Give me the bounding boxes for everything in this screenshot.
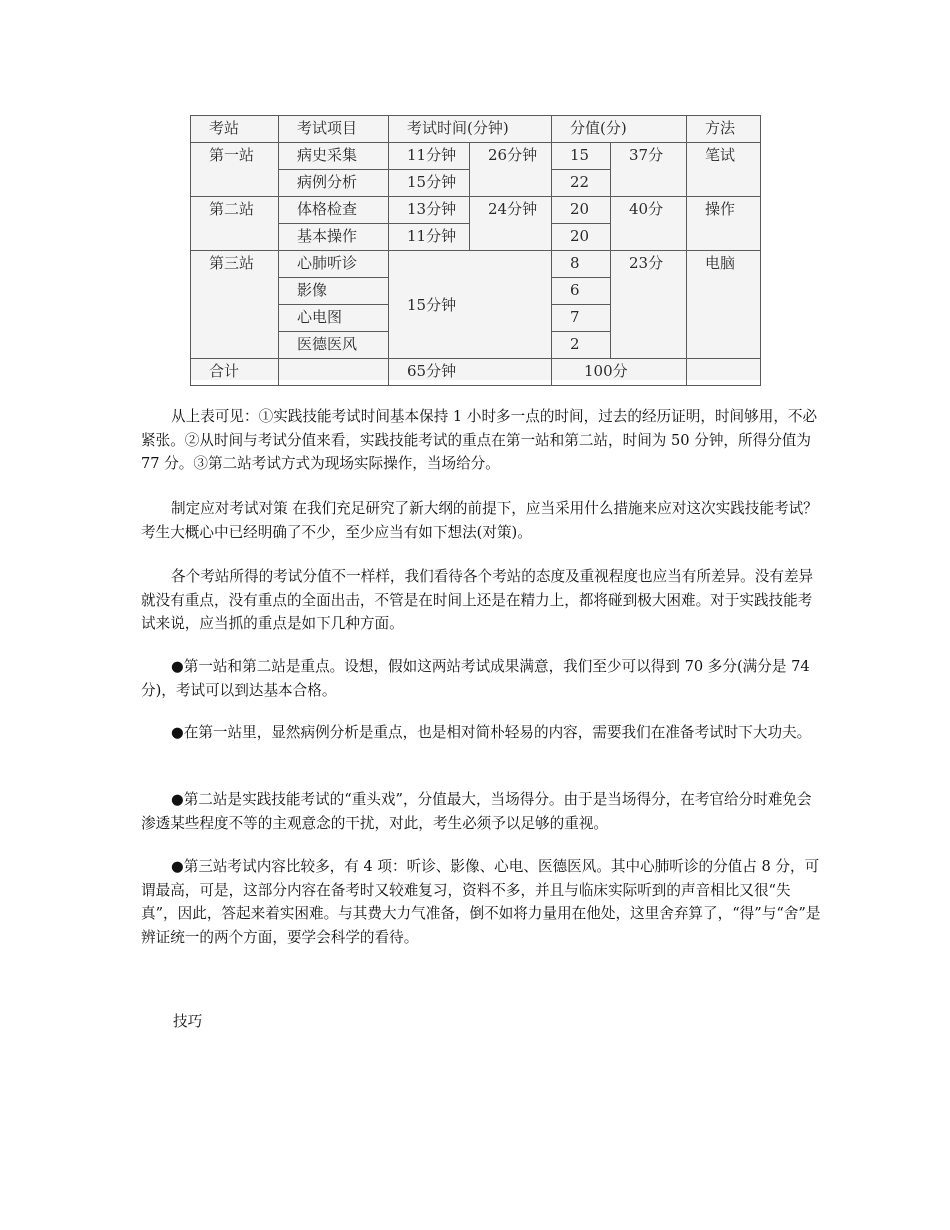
station-name: 第三站: [191, 251, 279, 359]
bullet-4: [141, 855, 826, 949]
item-time: 13分钟: [389, 197, 470, 224]
station-total-score: 23分: [611, 251, 687, 359]
station-total-score: 37分: [611, 143, 687, 197]
station-total-score: 40分: [611, 197, 687, 251]
exam-schedule-table: [190, 115, 761, 386]
item-score: 15: [552, 143, 611, 170]
body-text: 各个考站所得的考试分值不一样样，我们看待各个考站的态度及重视程度也应当有所差异。没有差异就没有重点，没有重点的全面出击，不管是在时间上还是在精力上，都将碰到极大困难。对于实践技能考试来说，应当抓的重点是如下几种方面。: [141, 568, 814, 632]
exam-item: 心肺听诊: [279, 251, 389, 278]
station-method: 电脑: [687, 251, 761, 359]
table-row: [191, 143, 761, 170]
station-method: 笔试: [687, 143, 761, 197]
empty-cell: [279, 359, 389, 386]
paragraph-3: [141, 565, 826, 636]
station-total-time: 24分钟: [470, 197, 552, 251]
station-total-time: 26分钟: [470, 143, 552, 197]
header-cell: 考试时间(分钟): [389, 116, 552, 143]
station-name: 第二站: [191, 197, 279, 251]
station-method: 操作: [687, 197, 761, 251]
paragraph-1: [141, 405, 826, 476]
item-score: 6: [552, 278, 611, 305]
table-total-row: [191, 359, 761, 386]
item-score: 20: [552, 197, 611, 224]
bullet-text: ●第二站是实践技能考试的“重头戏”，分值最大，当场得分。由于是当场得分，在考官给分时难免会渗透某些程度不等的主观意念的干扰，对此，考生必须予以足够的重视。: [141, 791, 812, 832]
exam-item: 影像: [279, 278, 389, 305]
bullet-1: [141, 655, 826, 702]
item-score: 8: [552, 251, 611, 278]
bullet-text: ●第三站考试内容比较多，有 4 项：听诊、影像、心电、医德医风。其中心肺听诊的分值占 8 分，可谓最高，可是，这部分内容在备考时又较难复习，资料不多，并且与临床实际听到的声音相比又很“失真”，因此，答起来着实困难。与其费大力气准备，倒不如将力量用在他处，这里舍弃算了，“得”与“舍”是辨证统一的两个方面，要学会科学的看待。: [141, 858, 821, 946]
item-score: 20: [552, 224, 611, 251]
bullet-3: [141, 788, 826, 835]
station-name: 第一站: [191, 143, 279, 197]
exam-item: 基本操作: [279, 224, 389, 251]
table-header-row: [191, 116, 761, 143]
total-score: 100分: [552, 359, 687, 386]
header-cell: 分值(分): [552, 116, 687, 143]
exam-item: 体格检查: [279, 197, 389, 224]
section-heading-tips: 技巧: [173, 1013, 203, 1030]
item-time: 11分钟: [389, 224, 470, 251]
header-cell: 方法: [687, 116, 761, 143]
table-row: [191, 251, 761, 278]
exam-item: 心电图: [279, 305, 389, 332]
item-score: 7: [552, 305, 611, 332]
bullet-text: ●第一站和第二站是重点。设想，假如这两站考试成果满意，我们至少可以得到 70 多分(满分是 74 分)，考试可以到达基本合格。: [141, 658, 810, 699]
exam-item: 病例分析: [279, 170, 389, 197]
bullet-2: [141, 721, 826, 745]
exam-table-image: [190, 115, 760, 380]
paragraph-2: [141, 497, 826, 544]
empty-cell: [687, 359, 761, 386]
station-total-time: 15分钟: [389, 251, 552, 359]
header-cell: 考站: [191, 116, 279, 143]
total-time: 65分钟: [389, 359, 552, 386]
table-row: [191, 197, 761, 224]
item-time: 15分钟: [389, 170, 470, 197]
body-text: 制定应对考试对策 在我们充足研究了新大纲的前提下，应当采用什么措施来应对这次实践技能考试？考生大概心中已经明确了不少，至少应当有如下想法(对策)。: [141, 500, 818, 541]
item-time: 11分钟: [389, 143, 470, 170]
header-cell: 考试项目: [279, 116, 389, 143]
bullet-text: ●在第一站里，显然病例分析是重点，也是相对简朴轻易的内容，需要我们在准备考试时下大功夫。: [171, 724, 812, 741]
item-score: 22: [552, 170, 611, 197]
exam-item: 病史采集: [279, 143, 389, 170]
total-label: 合计: [191, 359, 279, 386]
body-text: 从上表可见：①实践技能考试时间基本保持 1 小时多一点的时间，过去的经历证明，时间够用，不必紧张。②从时间与考试分值来看，实践技能考试的重点在第一站和第二站，时间为 50 分钟，所得分值为 77 分。③第二站考试方式为现场实际操作，当场给分。: [141, 408, 818, 472]
item-score: 2: [552, 332, 611, 359]
exam-item: 医德医风: [279, 332, 389, 359]
